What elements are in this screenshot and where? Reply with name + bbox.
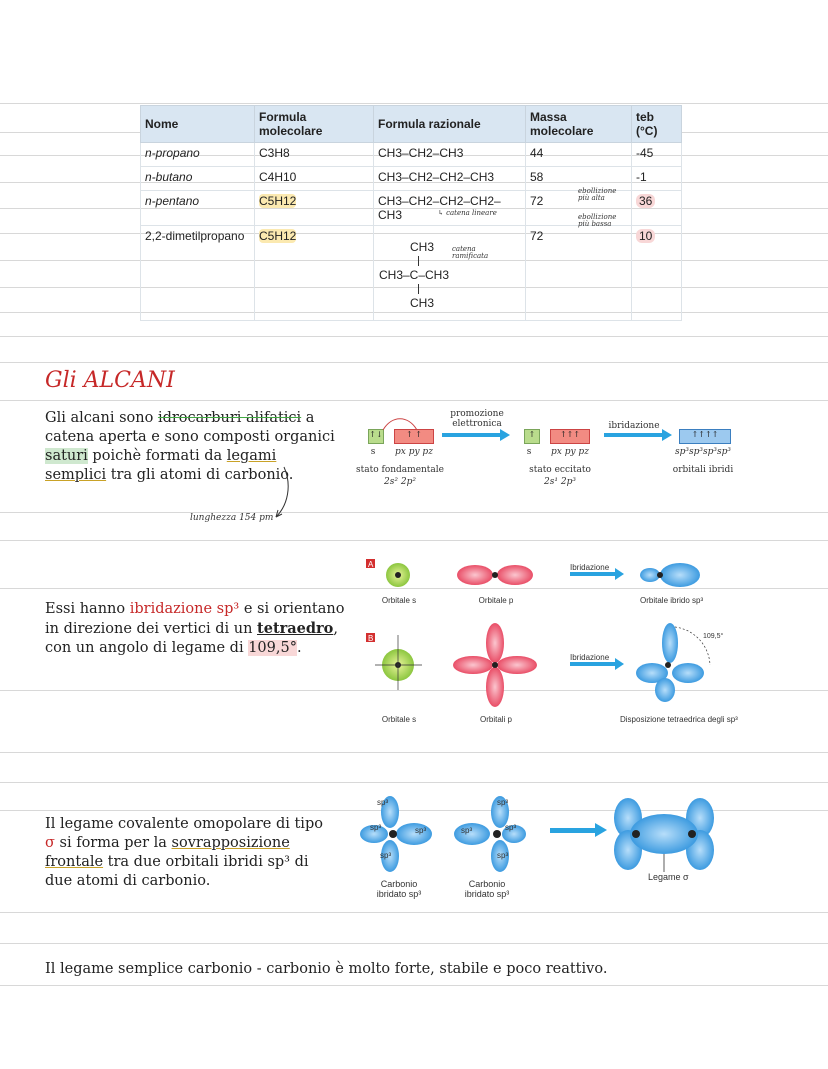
text: . <box>296 640 302 656</box>
s-box: ↑↓ <box>368 429 384 444</box>
nucleus <box>492 662 498 668</box>
p-lobe <box>497 656 537 674</box>
cell-teb: -45 <box>632 143 682 167</box>
label-s: s <box>370 447 376 457</box>
angle-label: 109,5° <box>703 633 724 640</box>
note-low: ebollizione più bassa <box>578 213 617 228</box>
paragraph-hybridization <box>45 600 345 658</box>
highlight: 10 <box>636 229 655 243</box>
cell-mass: 58 <box>526 167 632 191</box>
cell-mass: 72 <box>526 226 632 321</box>
label-sp3: sp³ <box>377 798 389 807</box>
text: , con un angolo di legame di <box>45 621 338 656</box>
cell-mass: 44 <box>526 143 632 167</box>
label-carbon-1: Carbonio ibridato sp³ <box>376 879 422 899</box>
label-sigma-bond: Legame σ <box>648 872 689 882</box>
text: a catena aperta e sono composti organici <box>45 410 335 445</box>
sp3-lobe <box>660 563 700 587</box>
header-mass: Massa molecolare <box>526 106 632 143</box>
arrow-head <box>615 658 624 670</box>
cell-rational: CH3–CH2–CH2–CH2–CH3 <box>374 191 526 226</box>
text: tra gli atomi di carbonio. <box>106 467 294 483</box>
cell-name: n-propano <box>141 143 255 167</box>
nucleus <box>492 572 498 578</box>
cell-mass: 72 <box>526 191 632 226</box>
orbitals-figure <box>360 555 760 725</box>
paragraph-sigma <box>45 815 335 891</box>
label-excited: stato eccitato <box>529 465 591 475</box>
text-sovrapposizione: sovrapposizione frontale <box>45 835 290 870</box>
cell-molecular: C4H10 <box>255 167 374 191</box>
label-sp3: sp³ <box>505 823 517 832</box>
cell-name: 2,2-dimetilpropano <box>141 226 255 321</box>
branch-mid: CH3–C–CH3 <box>379 268 450 282</box>
nucleus <box>493 830 501 838</box>
cell-teb: -1 <box>632 167 682 191</box>
cell-molecular <box>255 191 374 226</box>
label-promotion: promozione elettronica <box>450 409 504 429</box>
arrow <box>570 662 615 666</box>
arrow-head <box>615 568 624 580</box>
arrow <box>570 572 615 576</box>
section-title: Gli ALCANI <box>45 368 175 393</box>
table-row <box>141 226 682 321</box>
nucleus <box>665 662 671 668</box>
cell-teb <box>632 191 682 226</box>
label-p: px py pz <box>551 447 589 457</box>
arc-arrow <box>380 415 420 431</box>
sp3-lobe <box>655 678 675 702</box>
label-orb-s-b: Orbitale s <box>381 715 417 724</box>
branch-bottom: CH3 <box>410 296 435 310</box>
label-sp3: sp³ <box>380 851 392 860</box>
arrow-promotion <box>442 433 502 437</box>
label-orb-p-b: Orbitali p <box>479 715 512 724</box>
label-ibridazione-b: Ibridazione <box>570 653 610 662</box>
label-s: s <box>526 447 532 457</box>
cell-rational: CH3–CH2–CH2–CH3 <box>374 167 526 191</box>
highlight: C5H12 <box>259 194 297 208</box>
arrow-head <box>500 429 510 441</box>
label-sp3: sp³ <box>497 851 509 860</box>
text-angle: 109,5° <box>248 640 297 656</box>
table-header-row <box>141 106 682 143</box>
header-teb: teb (°C) <box>632 106 682 143</box>
text: e si orientano in direzione dei vertici di un <box>45 601 345 637</box>
sp3-lobe <box>672 663 704 683</box>
header-name: Nome <box>141 106 255 143</box>
arrow-head <box>662 429 672 441</box>
sigma-bond-figure <box>360 790 730 885</box>
header-rational: Formula razionale <box>374 106 526 143</box>
text-legami-semplici: legami semplici <box>45 448 277 483</box>
text: Il legame covalente omopolare di tipo <box>45 816 323 832</box>
p-lobe <box>486 667 504 707</box>
text-ibridazione: ibridazione sp³ <box>129 601 240 617</box>
arrow-head <box>595 823 607 837</box>
header-molecular: Formula molecolare <box>255 106 374 143</box>
cell-molecular: C3H8 <box>255 143 374 167</box>
sigma-overlap <box>630 814 698 854</box>
label-orb-s: Orbitale s <box>381 596 417 605</box>
label-sp3: sp³ <box>415 826 427 835</box>
text-tetraedro: tetraedro <box>257 620 334 637</box>
text: Essi hanno <box>45 601 130 617</box>
text-sp3: sp³ <box>267 854 290 870</box>
label-orb-p: Orbitale p <box>478 596 514 605</box>
label-tetra: Disposizione tetraedrica degli sp³ <box>620 715 738 724</box>
nucleus <box>688 830 696 838</box>
text: poichè formati da <box>87 448 227 464</box>
arrow-hybridization <box>604 433 664 437</box>
note-branched: catena ramificata <box>452 245 489 260</box>
label-ground: stato fondamentale <box>355 465 444 475</box>
note-high: ebollizione più alta <box>578 187 617 202</box>
branch-top: CH3 <box>410 240 435 254</box>
label-ground-config: 2s² 2p² <box>384 477 416 487</box>
highlight: 36 <box>636 194 655 208</box>
label-hybrid-orbitals: orbitali ibridi <box>672 465 734 475</box>
paragraph-conclusion: Il legame semplice carbonio - carbonio è molto forte, stabile e poco reattivo. <box>45 961 608 977</box>
cell-rational: CH3–CH2–CH3 <box>374 143 526 167</box>
sp3-lobe <box>662 623 678 663</box>
cell-teb <box>632 226 682 321</box>
text: si forma per la <box>54 835 172 851</box>
nucleus <box>657 572 663 578</box>
p-box: ↑ ↑ <box>394 429 434 444</box>
arrow <box>550 828 595 833</box>
nucleus <box>632 830 640 838</box>
label-orb-sp3: Orbitale ibrido sp³ <box>640 596 704 605</box>
label-carbon-2: Carbonio ibridato sp³ <box>464 879 510 899</box>
s-box: ↑ <box>524 429 540 444</box>
text: Gli alcani sono <box>45 410 158 426</box>
label-sp3: sp³sp³sp³sp³ <box>675 447 731 457</box>
table-row <box>141 143 682 167</box>
label-hybridization: ibridazione <box>608 421 660 431</box>
nucleus <box>389 830 397 838</box>
text-saturi: saturi <box>45 448 88 464</box>
bond-line <box>418 284 419 294</box>
panel-a-letter: A <box>368 560 374 569</box>
label-p: px py pz <box>395 447 433 457</box>
text-sigma: σ <box>45 835 55 851</box>
text: tra due orbitali ibridi <box>103 854 268 870</box>
label-sp3: sp³ <box>461 826 473 835</box>
label-sp3: sp³ <box>497 798 509 807</box>
nucleus <box>395 572 401 578</box>
p-lobe <box>453 656 493 674</box>
text: di due atomi di carbonio. <box>45 854 309 889</box>
highlight: C5H12 <box>259 229 297 243</box>
note-linear: ↳ catena lineare <box>438 209 497 217</box>
label-excited-config: 2s¹ 2p³ <box>544 477 576 487</box>
label-ibridazione: Ibridazione <box>570 563 610 572</box>
label-sp3: sp³ <box>370 823 382 832</box>
cell-molecular <box>255 226 374 321</box>
handnote-length: lunghezza 154 pm <box>190 513 274 523</box>
cell-name: n-butano <box>141 167 255 191</box>
cell-name: n-pentano <box>141 191 255 226</box>
p-box: ↑↑↑ <box>550 429 590 444</box>
cell-rational <box>374 226 526 321</box>
p-lobe <box>486 623 504 663</box>
panel-b-letter: B <box>368 634 374 643</box>
sp3-box: ↑↑↑↑ <box>679 429 731 444</box>
bond-line <box>418 256 419 266</box>
p-lobe <box>457 565 493 585</box>
text-idrocarburi: idrocarburi alifatici <box>157 410 302 426</box>
p-lobe <box>497 565 533 585</box>
